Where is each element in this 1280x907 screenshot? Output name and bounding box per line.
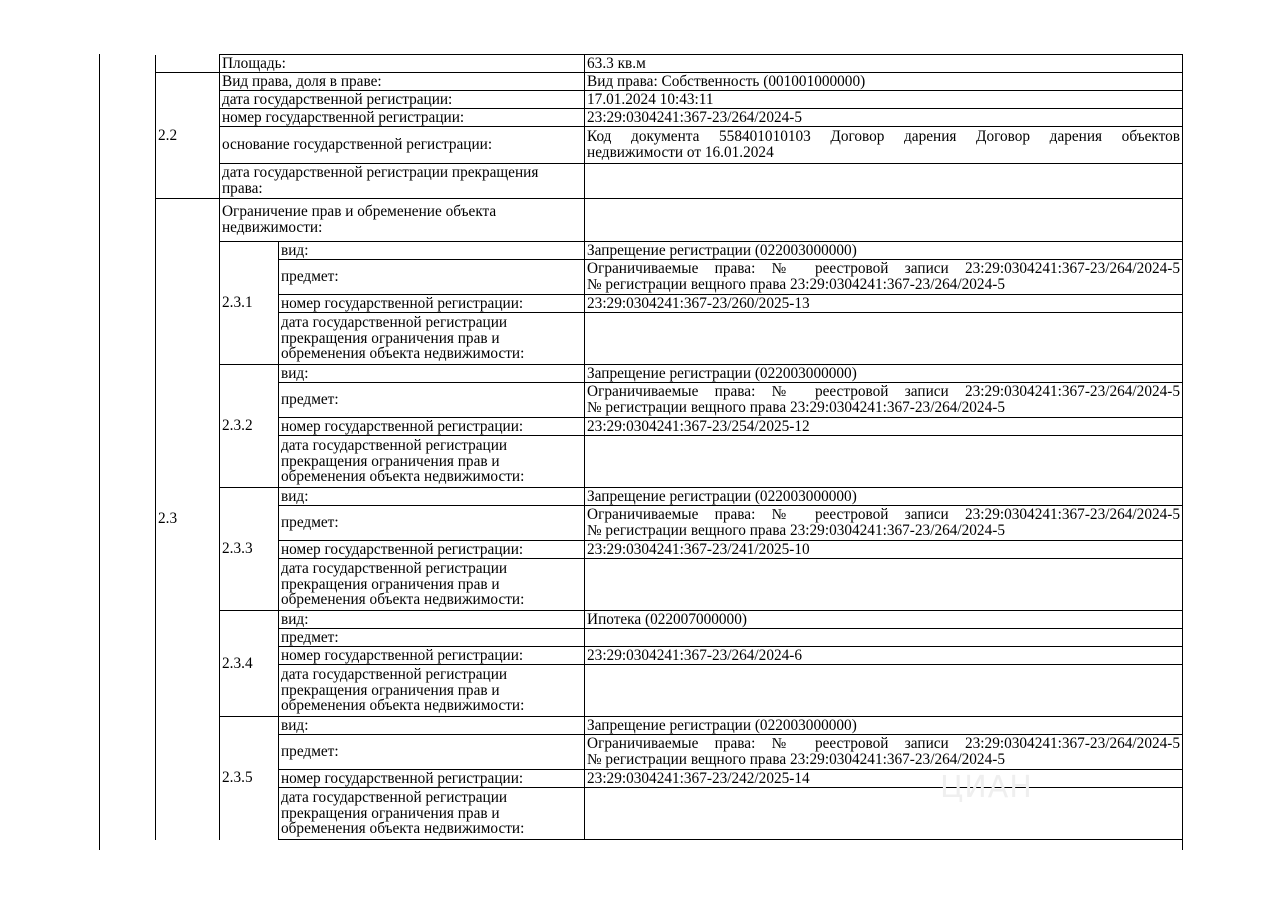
- encumbrance-2-end-date-value: [585, 436, 1183, 488]
- encumbrance-3-reg-number-row: [156, 541, 1183, 559]
- encumbrance-4-kind-row: [156, 611, 1183, 629]
- encumbrance-5-number: 2.3.5: [220, 717, 279, 840]
- reg-number-value: 23:29:0304241:367-23/264/2024-5: [585, 109, 1183, 127]
- encumbrance-4-end-line-1: дата государственной регистрации: [281, 666, 508, 684]
- encumbrance-1-subject-label: предмет:: [279, 260, 585, 295]
- encumbrance-2-kind-value: Запрещение регистрации (022003000000): [585, 365, 1183, 383]
- encumbrance-3-subject-label: предмет:: [279, 506, 585, 541]
- area-value: 63.3 кв.м: [585, 55, 1183, 73]
- encumbrance-1-reg-number-row: [156, 295, 1183, 313]
- encumbrance-4-reg-number-row: [156, 647, 1183, 665]
- encumbrance-1-kind-value: Запрещение регистрации (022003000000): [585, 242, 1183, 260]
- watermark: ЦИАН: [940, 770, 1033, 805]
- encumbrance-1-subject-row: [156, 260, 1183, 295]
- area-row: [156, 55, 1183, 73]
- encumbrance-1-end-date-value: [585, 313, 1183, 365]
- encumbrance-3-end-line-2: прекращения ограничения прав и: [281, 575, 500, 593]
- encumbrance-5-end-line-2: прекращения ограничения прав и: [281, 804, 500, 822]
- encumbrance-4-subject-label: предмет:: [279, 629, 585, 647]
- encumbrance-1-kind-row: [156, 242, 1183, 260]
- encumbrance-5-kind-row: [156, 717, 1183, 735]
- encumbrance-2-reg-number-value: 23:29:0304241:367-23/254/2025-12: [585, 418, 1183, 436]
- encumbrance-3-end-date-label: [279, 559, 585, 611]
- encumbrance-2-end-line-3: обременения объекта недвижимости:: [281, 468, 525, 486]
- encumbrance-header-row: [156, 199, 1183, 242]
- encumbrance-5-kind-label: вид:: [279, 717, 585, 735]
- encumbrance-2-subject-line-1: Ограничиваемые права: № реестровой записи 23:29:0304241:367-23/264/2024-5: [587, 383, 1181, 401]
- encumbrance-4-end-date-value: [585, 665, 1183, 717]
- encumbrance-2-subject-row: [156, 383, 1183, 418]
- encumbrance-5-end-line-1: дата государственной регистрации: [281, 789, 508, 807]
- encumbrance-5-subject-line-2: № регистрации вещного права 23:29:0304241:367-23/264/2024-5: [587, 751, 1005, 768]
- right-end-date-label: [220, 164, 585, 199]
- encumbrance-1-end-date-row: [156, 313, 1183, 365]
- encumbrance-2-subject-label: предмет:: [279, 383, 585, 418]
- encumbrance-title-value: [585, 199, 1183, 242]
- right-end-date-label-line-1: дата государственной регистрации прекращения: [222, 164, 539, 182]
- encumbrance-1-end-line-2: прекращения ограничения прав и: [281, 329, 500, 347]
- encumbrance-1-reg-number-value: 23:29:0304241:367-23/260/2025-13: [585, 295, 1183, 313]
- right-type-label: Вид права, доля в праве:: [220, 73, 585, 91]
- encumbrance-5-reg-number-value: 23:29:0304241:367-23/242/2025-14: [585, 770, 1183, 788]
- encumbrance-3-subject-row: [156, 506, 1183, 541]
- encumbrance-3-end-date-row: [156, 559, 1183, 611]
- encumbrance-3-subject-line-2: № регистрации вещного права 23:29:0304241:367-23/264/2024-5: [587, 522, 1005, 539]
- encumbrance-4-end-date-row: [156, 665, 1183, 717]
- right-type-row: [156, 73, 1183, 91]
- encumbrance-5-subject-label: предмет:: [279, 735, 585, 770]
- encumbrance-5-end-date-value: [585, 788, 1183, 840]
- encumbrance-4-end-line-3: обременения объекта недвижимости:: [281, 697, 525, 715]
- basis-value: [585, 127, 1183, 164]
- encumbrance-3-number: 2.3.3: [220, 488, 279, 611]
- encumbrance-4-subject-value: [585, 629, 1183, 647]
- encumbrance-4-reg-number-label: номер государственной регистрации:: [279, 647, 585, 665]
- encumbrance-1-kind-label: вид:: [279, 242, 585, 260]
- egrn-extract-table: [155, 54, 1182, 850]
- right-end-date-value: [585, 164, 1183, 199]
- encumbrance-2-end-date-label: [279, 436, 585, 488]
- encumbrance-5-end-line-3: обременения объекта недвижимости:: [281, 820, 525, 838]
- encumbrance-4-number: 2.3.4: [220, 611, 279, 717]
- left-margin-line: [99, 54, 100, 850]
- encumbrance-5-reg-number-label: номер государственной регистрации:: [279, 770, 585, 788]
- encumbrance-2-subject-value: [585, 383, 1183, 418]
- encumbrance-2-reg-number-label: номер государственной регистрации:: [279, 418, 585, 436]
- encumbrance-5-kind-value: Запрещение регистрации (022003000000): [585, 717, 1183, 735]
- encumbrance-2-kind-row: [156, 365, 1183, 383]
- section-2-3-number: 2.3: [156, 199, 220, 840]
- encumbrance-1-end-line-3: обременения объекта недвижимости:: [281, 345, 525, 363]
- right-type-value: Вид права: Собственность (001001000000): [585, 73, 1183, 91]
- encumbrance-title-line-2: недвижимости:: [222, 219, 323, 236]
- encumbrance-2-end-date-row: [156, 436, 1183, 488]
- encumbrance-4-reg-number-value: 23:29:0304241:367-23/264/2024-6: [585, 647, 1183, 665]
- encumbrance-3-end-line-3: обременения объекта недвижимости:: [281, 591, 525, 609]
- encumbrance-3-kind-value: Запрещение регистрации (022003000000): [585, 488, 1183, 506]
- encumbrance-3-reg-number-value: 23:29:0304241:367-23/241/2025-10: [585, 541, 1183, 559]
- encumbrance-1-subject-value: [585, 260, 1183, 295]
- encumbrance-1-subject-line-1: Ограничиваемые права: № реестровой записи 23:29:0304241:367-23/264/2024-5: [587, 260, 1181, 278]
- reg-number-row: [156, 109, 1183, 127]
- encumbrance-5-end-date-label: [279, 788, 585, 840]
- encumbrance-2-number: 2.3.2: [220, 365, 279, 488]
- encumbrance-1-number: 2.3.1: [220, 242, 279, 365]
- encumbrance-4-end-line-2: прекращения ограничения прав и: [281, 681, 500, 699]
- encumbrance-3-end-line-1: дата государственной регистрации: [281, 560, 508, 578]
- encumbrance-4-end-date-label: [279, 665, 585, 717]
- encumbrance-3-subject-line-1: Ограничиваемые права: № реестровой записи 23:29:0304241:367-23/264/2024-5: [587, 506, 1181, 524]
- reg-number-label: номер государственной регистрации:: [220, 109, 585, 127]
- encumbrance-2-end-line-1: дата государственной регистрации: [281, 437, 508, 455]
- encumbrance-title: [220, 199, 585, 242]
- encumbrance-3-subject-value: [585, 506, 1183, 541]
- basis-value-line-1: Код документа 558401010103 Договор дарения Договор дарения объектов: [587, 128, 1181, 146]
- right-end-date-row: [156, 164, 1183, 199]
- encumbrance-4-kind-value: Ипотека (022007000000): [585, 611, 1183, 629]
- reg-date-value: 17.01.2024 10:43:11: [585, 91, 1183, 109]
- area-label: Площадь:: [220, 55, 585, 73]
- encumbrance-5-subject-value: [585, 735, 1183, 770]
- encumbrance-title-line-1: Ограничение прав и обременение объекта: [222, 203, 497, 221]
- encumbrance-3-end-date-value: [585, 559, 1183, 611]
- encumbrance-4-kind-label: вид:: [279, 611, 585, 629]
- basis-row: [156, 127, 1183, 164]
- reg-date-row: [156, 91, 1183, 109]
- encumbrance-2-reg-number-row: [156, 418, 1183, 436]
- section-2-2-number: 2.2: [156, 73, 220, 199]
- basis-label: основание государственной регистрации:: [220, 127, 585, 164]
- reg-date-label: дата государственной регистрации:: [220, 91, 585, 109]
- encumbrance-3-reg-number-label: номер государственной регистрации:: [279, 541, 585, 559]
- encumbrance-2-subject-line-2: № регистрации вещного права 23:29:0304241:367-23/264/2024-5: [587, 399, 1005, 416]
- encumbrance-1-end-line-1: дата государственной регистрации: [281, 314, 508, 332]
- encumbrance-4-subject-row: [156, 629, 1183, 647]
- encumbrance-1-end-date-label: [279, 313, 585, 365]
- encumbrance-3-kind-label: вид:: [279, 488, 585, 506]
- encumbrance-2-end-line-2: прекращения ограничения прав и: [281, 452, 500, 470]
- encumbrance-1-subject-line-2: № регистрации вещного права 23:29:0304241:367-23/264/2024-5: [587, 276, 1005, 293]
- encumbrance-3-kind-row: [156, 488, 1183, 506]
- right-end-date-label-line-2: права:: [222, 180, 263, 197]
- encumbrance-1-reg-number-label: номер государственной регистрации:: [279, 295, 585, 313]
- basis-value-line-2: недвижимости от 16.01.2024: [587, 144, 774, 161]
- encumbrance-5-subject-row: [156, 735, 1183, 770]
- encumbrance-2-kind-label: вид:: [279, 365, 585, 383]
- encumbrance-5-subject-line-1: Ограничиваемые права: № реестровой записи 23:29:0304241:367-23/264/2024-5: [587, 735, 1181, 753]
